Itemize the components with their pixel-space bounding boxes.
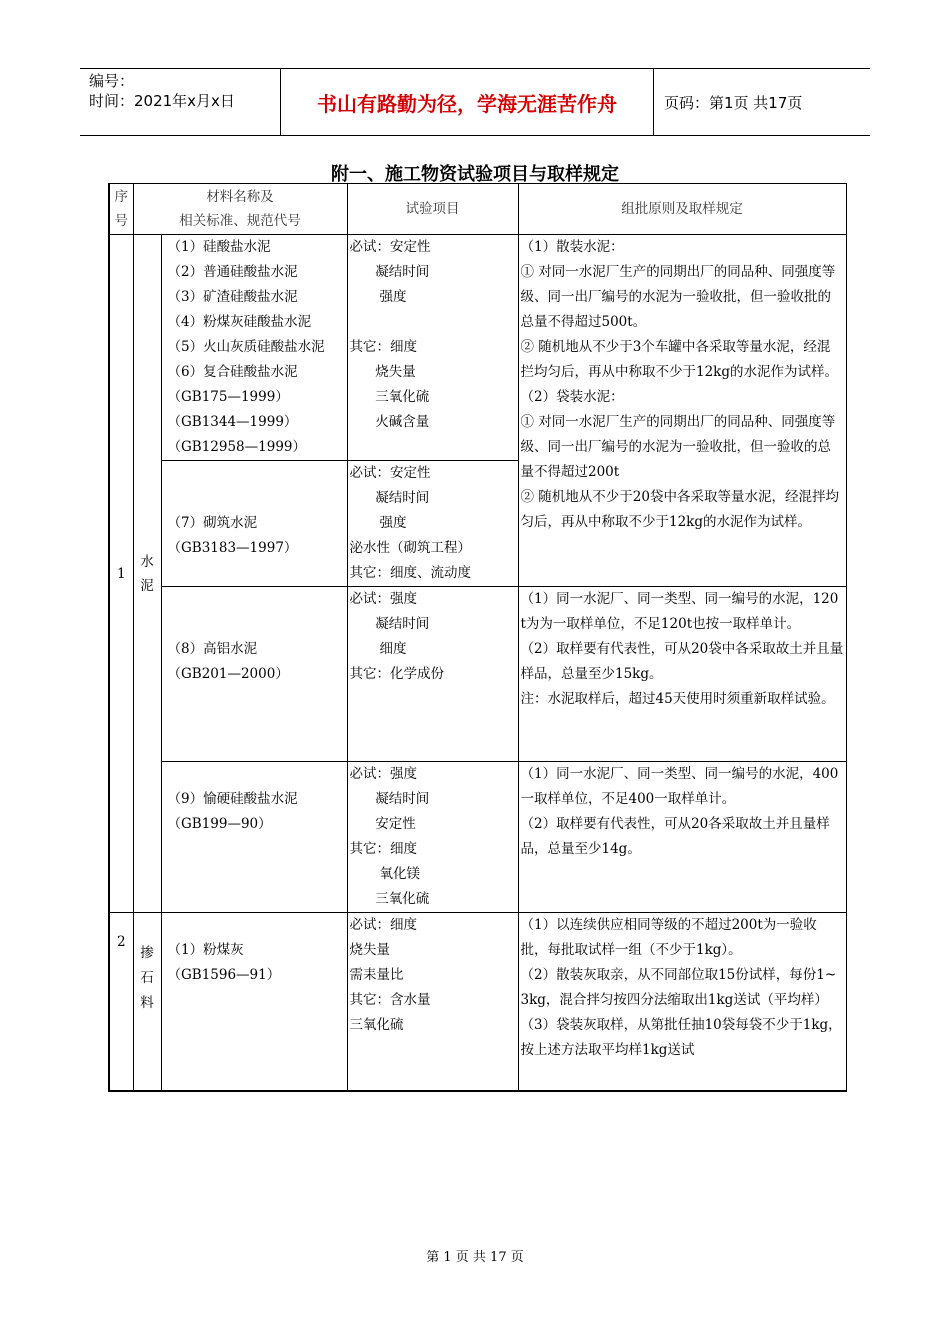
document-number-label: 编号： [89,72,135,90]
group-no-label: 2 [116,934,126,950]
test-line: 烧失量 [349,364,416,380]
material-line: （1）硅酸盐水泥 [167,239,271,255]
material-line: （GB1596—91） [167,967,281,983]
date-label: 时间：2021年x月x日 [89,92,235,110]
test-line: 其它：细度、流动度 [349,565,471,581]
test-line: 必试：安定性 [349,239,431,255]
header-meta [80,69,281,135]
rule-line: （2）散装灰取亲，从不同部位取15份试样，每份1~3kg，混合拌匀按四分法缩取出1kg送试（平均样）（3）袋装灰取样，从第批任抽10袋每袋不少于1kg，按上述方法取平均样1kg送试 [520,967,842,1058]
material-line: （GB1344—1999） [167,414,298,430]
test-line: 三氧化硫 [349,1017,404,1033]
material-line: （GB12958—1999） [167,439,307,455]
material-cell [161,587,347,762]
test-line: 其它：含水量 [349,992,431,1008]
rules-cell [518,762,846,913]
material-cell [161,461,347,587]
material-line: （5）火山灰质硅酸盐水泥 [167,339,325,355]
material-cell [161,235,347,461]
test-line: 其它：化学成份 [349,666,444,682]
tests-cell [347,461,518,587]
material-cell [161,913,347,1091]
table-row [109,913,846,1091]
test-line: 强度 [349,289,407,305]
category-label: 掺石料 [140,945,154,1011]
tests-cell [347,762,518,913]
test-line: 凝结时间 [349,490,430,506]
material-line [168,587,345,612]
group-no-2 [109,913,133,1091]
rule-line: （2）取样要有代表性，可从20各采取故土并且量样品，总量至少14g。 [520,816,830,857]
rule-line: （1）同一水泥厂、同一类型、同一编号的水泥，120t为为一取样单位，不足120t也按一取样单计。 [520,591,839,632]
rule-line: （2）袋装水泥： [520,389,624,405]
header-material: 材料名称及 相关标准、规范代号 [133,184,347,235]
tests-cell [347,587,518,762]
material-line [168,461,345,486]
header-tests: 试验项目 [347,184,518,235]
material-line [168,612,345,637]
category-admixture [133,913,161,1091]
test-line [350,310,516,335]
rule-line: ① 对同一水泥厂生产的同期出厂的同品种、同强度等级、同一出厂编号的水泥为一验收批，但一验收批的总量不得超过500t。 [520,264,836,330]
rules-cell [518,235,846,587]
material-line: （3）矿渣硅酸盐水泥 [167,289,298,305]
material-line: （GB199—90） [167,816,272,832]
material-line: （8）高铝水泥 [167,641,258,657]
group-no-1: 1 [109,235,133,913]
tests-cell [347,235,518,461]
test-line: 其它：细度 [349,841,417,857]
material-line: （GB3183—1997） [167,540,298,556]
test-line: 必试：安定性 [349,465,431,481]
test-line: 泌水性（砌筑工程） [349,540,471,556]
test-line: 必试：强度 [349,766,417,782]
rule-line: ① 对同一水泥厂生产的同期出厂的同品种、同强度等级、同一出厂编号的水泥为一验收批，但一验收的总量不得超过200t [520,414,836,480]
test-line: 火碱含量 [349,414,430,430]
document-title: 附一、施工物资试验项目与取样规定 [331,164,619,185]
material-line: （GB175—1999） [167,389,289,405]
table-row [109,762,846,913]
material-line [168,762,345,787]
rule-line: （1）散装水泥： [520,239,624,255]
header-page-info: 页码：第1页 共17页 [664,93,803,112]
page-header [80,68,870,136]
materials-test-table [108,183,847,1092]
material-line: （7）砌筑水泥 [167,515,258,531]
category-label: 水泥 [140,553,154,594]
material-line: （GB201—2000） [167,666,289,682]
test-line: 需耒量比 [349,967,404,983]
page-footer: 第 1 页 共 17 页 [426,1250,524,1265]
rule-line: （2）取样要有代表性，可从20袋中各采取故土并且量样品，总量至少15kg。 [520,641,844,682]
rule-line: （1）以连续供应相同等级的不超过200t为一验收批，每批取试样一组（不少于1kg）。 [520,917,817,958]
test-line: 凝结时间 [349,264,430,280]
test-line: 凝结时间 [349,791,430,807]
rule-line: ② 随机地从不少于20袋中各采取等量水泥，经混拌均匀后，再从中称取不少于12kg的水泥作为试样。 [520,489,839,530]
header-rules: 组批原则及取样规定 [518,184,846,235]
test-line: 氧化镁 [349,866,421,882]
material-line: （6）复合硅酸盐水泥 [167,364,298,380]
test-line: 细度 [349,641,407,657]
rules-cell [518,587,846,762]
material-line: （4）粉煤灰硅酸盐水泥 [167,314,312,330]
category-cement [133,235,161,913]
material-line [168,486,345,511]
test-line: 强度 [349,515,407,531]
table-row [109,235,846,461]
table-row [109,587,846,762]
header-no: 序 号 [109,184,133,235]
rule-line: （1）同一水泥厂、同一类型、同一编号的水泥，400一取样单位，不足400一取样单计。 [520,766,839,807]
header-motto: 书山有路勤为径，学海无涯苦作舟 [281,69,654,135]
test-line: 其它：细度 [349,339,417,355]
test-line: 三氧化硫 [349,389,430,405]
rule-line: ② 随机地从不少于3个车罐中各采取等量水泥，经混拦均匀后，再从中称取不少于12kg的水泥作为试样。 [520,339,838,380]
test-line: 三氧化硫 [349,891,430,907]
rule-line: 注：水泥取样后，超过45天使用时须重新取样试验。 [520,691,835,707]
material-line: （1）粉煤灰 [167,942,244,958]
material-line: （9）愉硬硅酸盐水泥 [167,791,298,807]
table-header-row [109,184,846,235]
material-line [168,913,345,938]
test-line: 烧失量 [349,942,390,958]
test-line: 必试：细度 [349,917,417,933]
test-line: 必试：强度 [349,591,417,607]
test-line: 凝结时间 [349,616,430,632]
material-line: （2）普通硅酸盐水泥 [167,264,298,280]
test-line: 安定性 [349,816,416,832]
material-cell [161,762,347,913]
tests-cell [347,913,518,1091]
rules-cell [518,913,846,1091]
